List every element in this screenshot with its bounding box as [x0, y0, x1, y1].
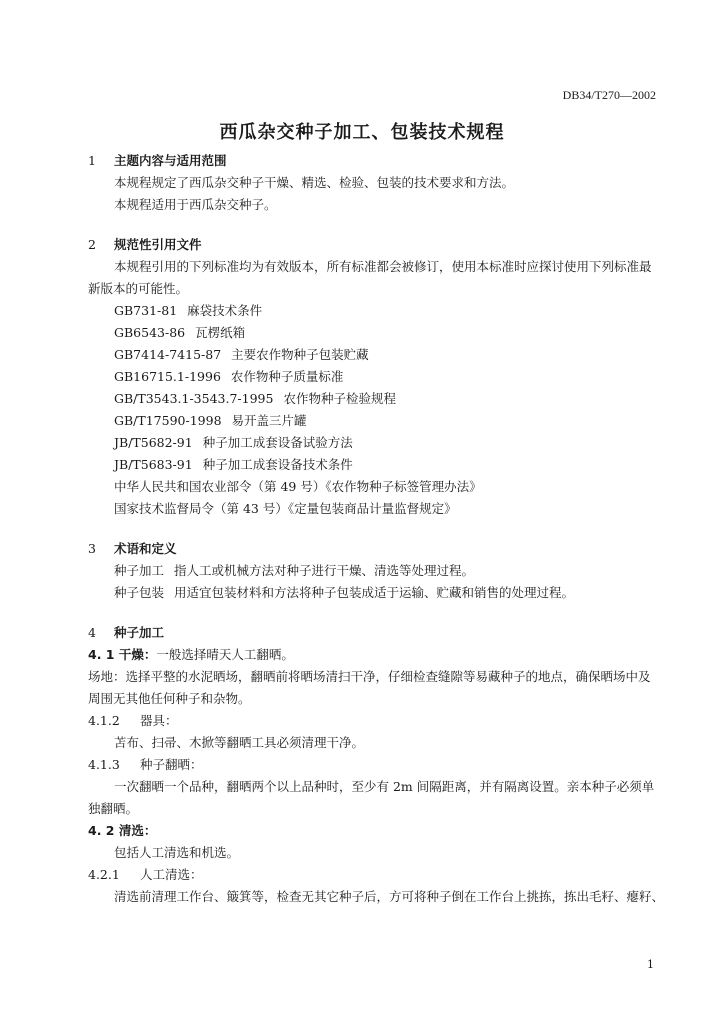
reference-code: GB7414-7415-87 — [114, 347, 222, 362]
term: 种子加工 — [114, 563, 165, 578]
reference-item — [88, 344, 658, 366]
paragraph: 一次翻晒一个品种，翻晒两个以上品种时，至少有 2m 间隔距离，并有隔离设置。亲本种子必须单独翻晒。 — [88, 779, 655, 816]
page-number: 1 — [647, 958, 654, 971]
subsection-text: 一般选择晴天人工翻晒。 — [156, 647, 294, 662]
subsection-4-2-1 — [88, 864, 658, 886]
reference-item — [88, 432, 658, 454]
reference-item — [88, 300, 658, 322]
subsection-heading: 4. 2 清选： — [88, 823, 157, 838]
section-title: 术语和定义 — [114, 541, 177, 556]
reference-item — [88, 322, 658, 344]
reference-order: 国家技术监督局令（第 43 号）《定量包装商品计量监督规定》 — [114, 501, 457, 516]
section-number: 1 — [88, 153, 96, 168]
subsection-4-1-2 — [88, 710, 658, 732]
reference-code: JB/T5682-91 — [114, 435, 193, 450]
reference-code: GB731-81 — [114, 303, 178, 318]
paragraph: 苫布、扫帚、木掀等翻晒工具必须清理干净。 — [114, 735, 365, 750]
subsection-title: 种子翻晒： — [140, 757, 203, 772]
subsection-4-2 — [88, 820, 658, 842]
term: 种子包装 — [114, 585, 165, 600]
section-number: 4 — [88, 625, 96, 640]
section-4-heading — [88, 622, 658, 644]
paragraph: 本规程适用于西瓜杂交种子。 — [114, 197, 277, 212]
paragraph: 本规程规定了西瓜杂交种子干燥、精选、检验、包装的技术要求和方法。 — [114, 175, 515, 190]
paragraph: 包括人工清选和机选。 — [114, 845, 240, 860]
section-title: 主题内容与适用范围 — [114, 153, 227, 168]
section-title: 规范性引用文件 — [114, 237, 202, 252]
section-1-heading — [88, 150, 658, 172]
reference-code: GB/T17590-1998 — [114, 413, 222, 428]
reference-code: GB16715.1-1996 — [114, 369, 221, 384]
subsection-4-1-3 — [88, 754, 658, 776]
reference-item — [88, 388, 658, 410]
subsection-title: 器具： — [140, 713, 178, 728]
subsection-heading: 4. 1 干燥： — [88, 647, 157, 662]
document-title: 西瓜杂交种子加工、包装技术规程 — [219, 122, 505, 143]
term-definition — [88, 560, 658, 582]
subsection-number: 4.1.2 — [88, 713, 120, 728]
reference-code: JB/T5683-91 — [114, 457, 193, 472]
section-3-heading — [88, 538, 658, 560]
paragraph: 本规程引用的下列标准均为有效版本，所有标准都会被修订，使用本标准时应探讨使用下列标准最新版本的可能性。 — [88, 259, 652, 296]
paragraph: 清选前清理工作台、簸箕等，检查无其它种子后，方可将种子倒在工作台上挑拣，拣出毛籽、瘪籽、 — [114, 889, 665, 904]
reference-name: 种子加工成套设备试验方法 — [202, 435, 353, 450]
reference-name: 农作物种子检验规程 — [283, 391, 396, 406]
section-title: 种子加工 — [114, 625, 165, 640]
reference-name: 主要农作物种子包装贮藏 — [231, 347, 369, 362]
section-number: 3 — [88, 541, 96, 556]
subsection-title: 人工清选： — [140, 867, 203, 882]
reference-name: 麻袋技术条件 — [187, 303, 263, 318]
reference-item — [88, 366, 658, 388]
reference-order: 中华人民共和国农业部令（第 49 号）《农作物种子标签管理办法》 — [114, 479, 482, 494]
reference-name: 种子加工成套设备技术条件 — [202, 457, 353, 472]
reference-name: 易开盖三片罐 — [231, 413, 307, 428]
reference-code: GB/T3543.1-3543.7-1995 — [114, 391, 274, 406]
reference-code: GB6543-86 — [114, 325, 186, 340]
definition: 指人工或机械方法对种子进行干燥、清选等处理过程。 — [174, 563, 475, 578]
reference-item — [88, 410, 658, 432]
paragraph: 场地：选择平整的水泥晒场，翻晒前将晒场清扫干净，仔细检查缝隙等易藏种子的地点，确保晒场中及周围无其他任何种子和杂物。 — [88, 669, 651, 706]
section-2-heading — [88, 234, 658, 256]
term-definition — [88, 582, 658, 604]
definition: 用适宜包装材料和方法将种子包装成适于运输、贮藏和销售的处理过程。 — [174, 585, 575, 600]
subsection-number: 4.1.3 — [88, 757, 120, 772]
section-number: 2 — [88, 237, 96, 252]
subsection-4-1 — [88, 644, 658, 666]
subsection-number: 4.2.1 — [88, 867, 120, 882]
reference-name: 农作物种子质量标准 — [230, 369, 344, 384]
reference-name: 瓦楞纸箱 — [195, 325, 246, 340]
reference-item — [88, 454, 658, 476]
document-body — [88, 150, 665, 908]
standard-code: DB34/T270—2002 — [562, 88, 656, 102]
